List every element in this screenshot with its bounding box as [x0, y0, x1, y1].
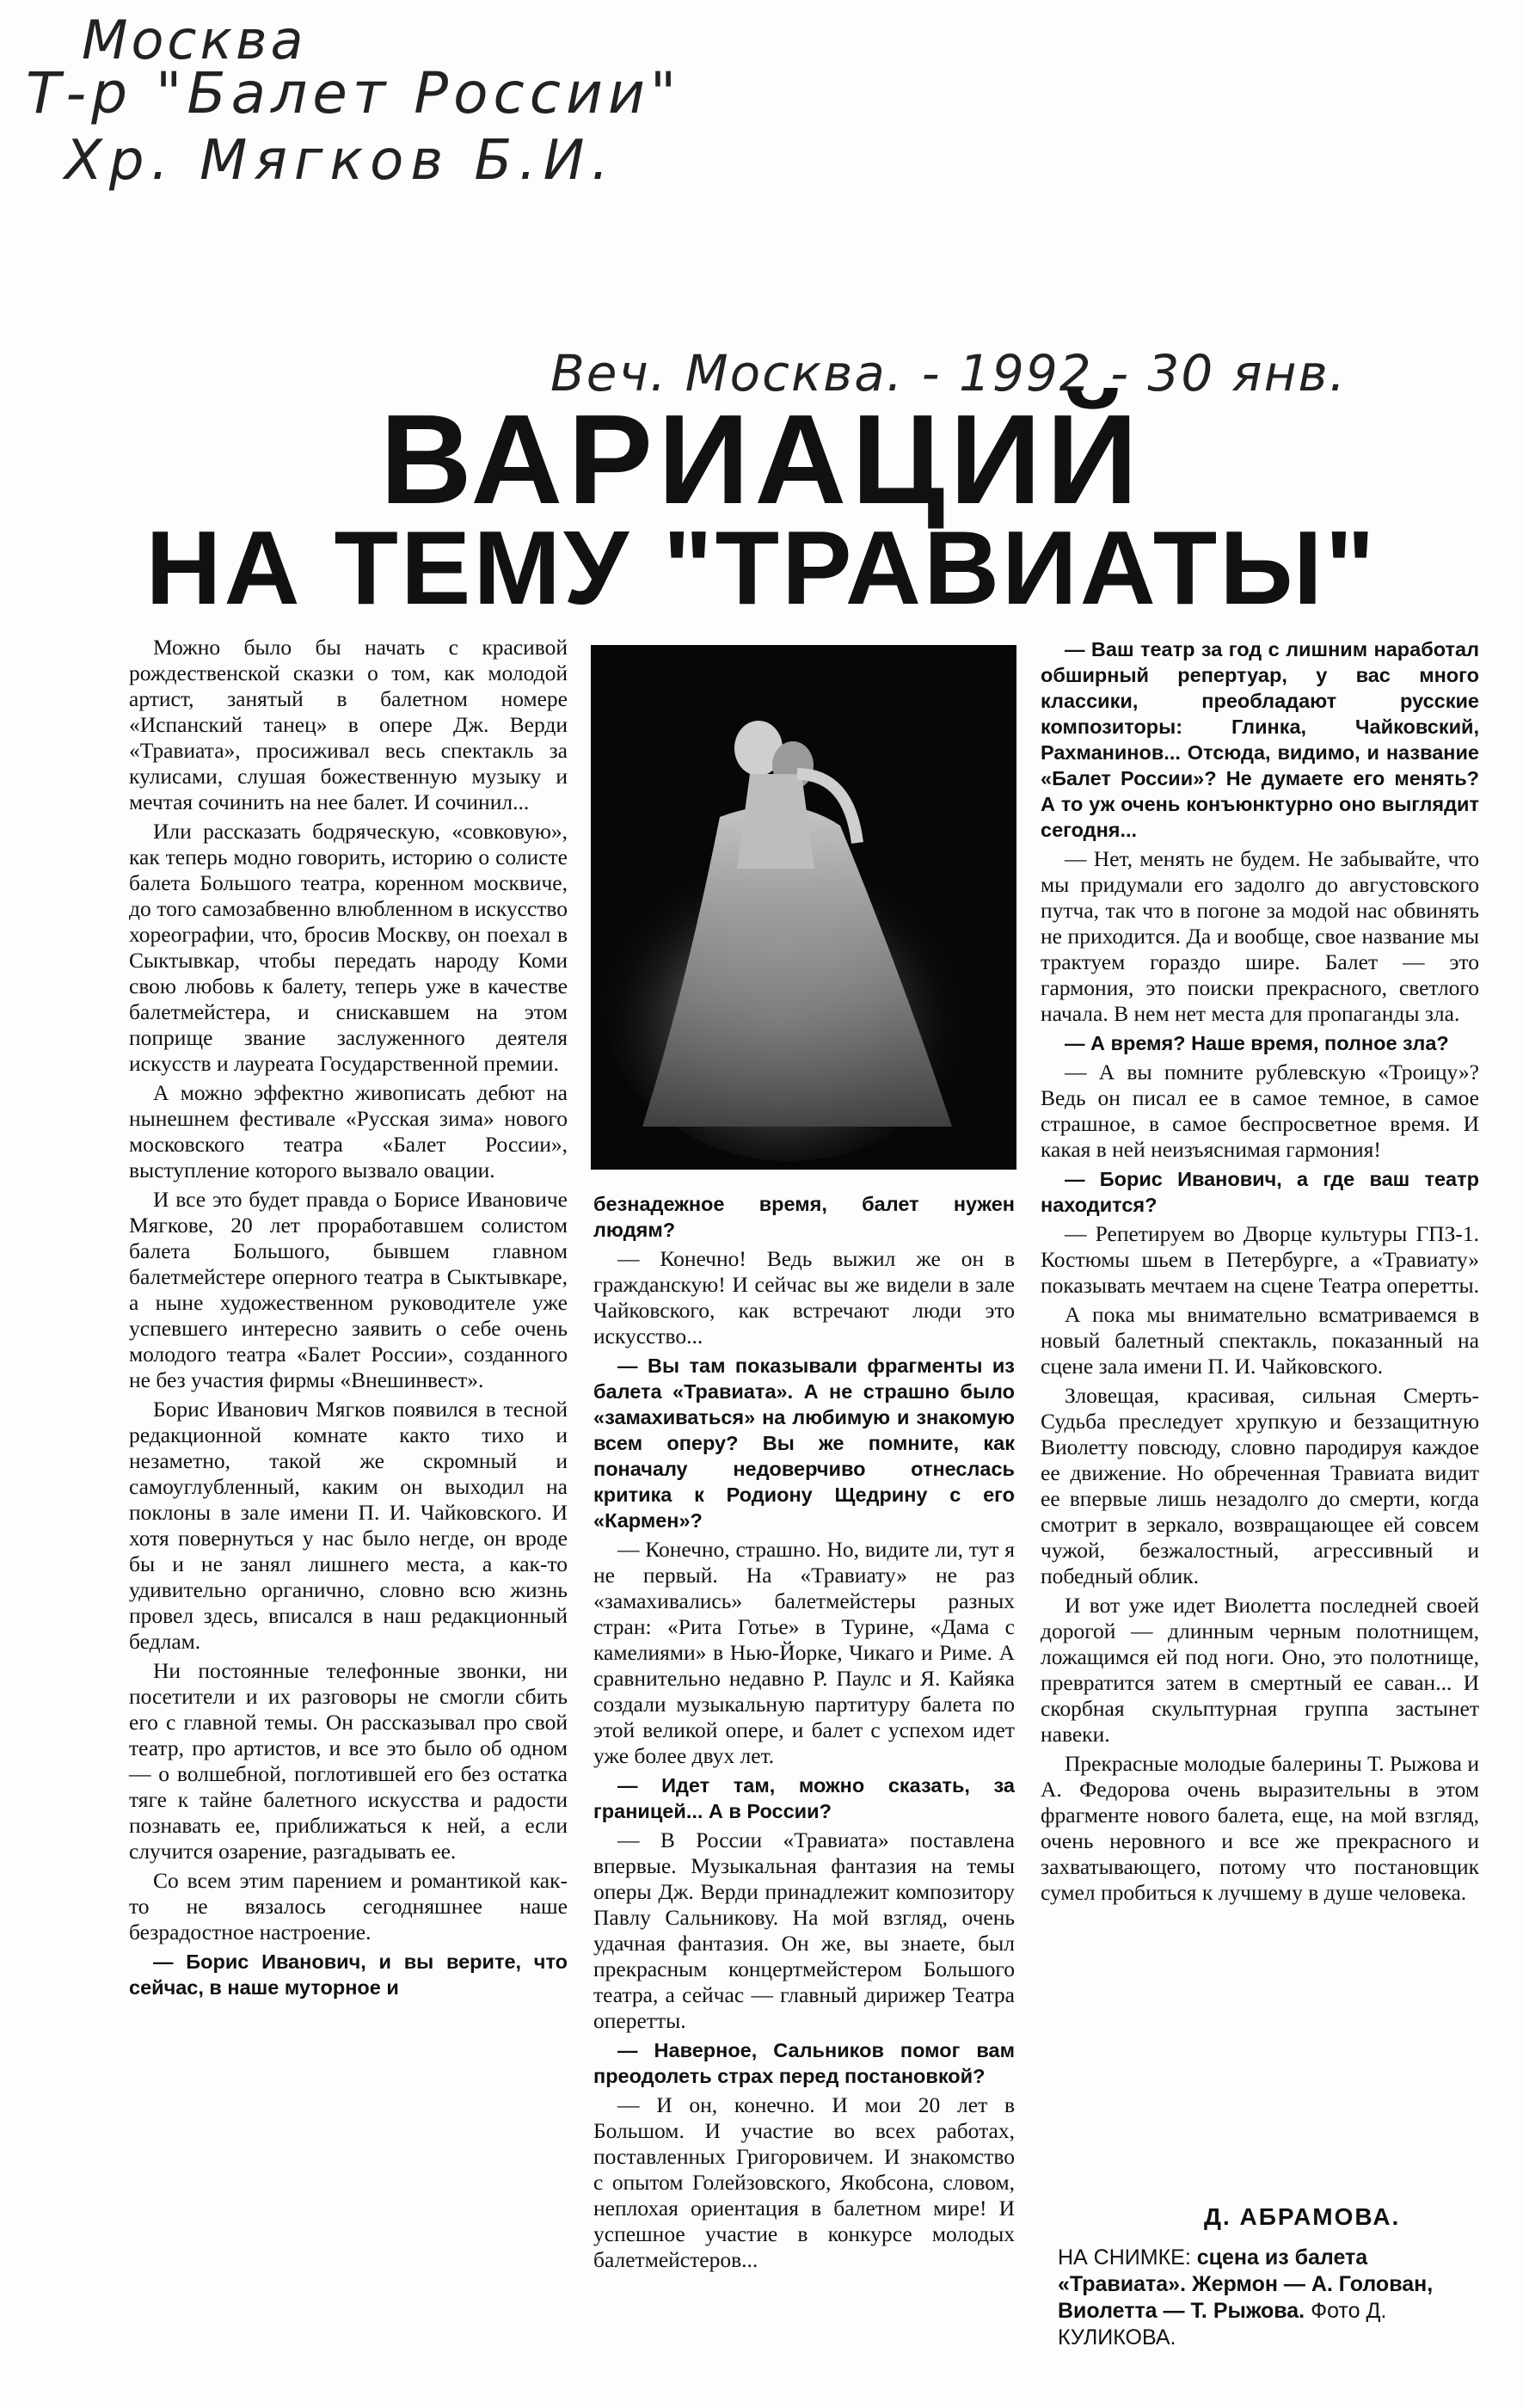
paragraph: Зловещая, красивая, сильная Смерть-Судьба преследует хрупкую и беззащитную Виолетту повсюду, словно пародируя каждое ее движение. Но обреченная Травиата видит ее впервые лишь незадолго до смерти, когда смотрит в зеркало, возвращающее ей совсем чужой, безжалостный, агрессивный и победный облик. [1041, 1383, 1479, 1588]
ballet-scene-photo [591, 645, 1016, 1170]
paragraph: — И он, конечно. И мои 20 лет в Большом. И участие во всех работах, поставленных Григоровичем. И знакомство с опытом Голейзовского, Якобсона, словом, неплохая ориентация в балетном мире! И успешное участие в конкурсе молодых балетмейстеров... [593, 2092, 1015, 2272]
handwritten-theatre-note: Т-р "Балет России" [26, 60, 682, 126]
article-column-1 [129, 635, 568, 2004]
caption-lead: НА СНИМКЕ: [1058, 2245, 1191, 2270]
handwritten-choreographer-note: Хр. Мягков Б.И. [64, 129, 616, 193]
photo-caption [1058, 2245, 1496, 2351]
paragraph: — Конечно, страшно. Но, видите ли, тут я не первый. На «Травиату» не раз «замахивались» балетмейстеры разных стран: «Рита Готье» в Турине, «Дама с камелиями» в Нью-Йорке, Чикаго и Риме. А сравнительно недавно Р. Паулс и Я. Кайяка создали музыкальную партитуру балета по этой великой опере, и балет с успехом идет уже более двух лет. [593, 1537, 1015, 1768]
paragraph: Со всем этим парением и романтикой как-то не вязалось сегодняшнее наше безрадостное настроение. [129, 1868, 568, 1944]
photo-credit: Фото Д. КУЛИКОВА. [1058, 2299, 1387, 2350]
interview-question: — Борис Иванович, и вы верите, что сейчас, в наше муторное и [129, 1950, 568, 1999]
interview-question: — Вы там показывали фрагменты из балета «Травиата». А не страшно было «замахиваться» на любимую и знакомую всем оперу? Вы же помните, как поначалу недоверчиво отнеслась критика к Родиону Щедрину с его «Кармен»? [593, 1354, 1015, 1532]
interview-question: — Борис Иванович, а где ваш театр находится? [1041, 1168, 1479, 1216]
interview-question: — Идет там, можно сказать, за границей... А в России? [593, 1774, 1015, 1822]
ballet-dancers-image [591, 645, 1016, 1170]
paragraph: И все это будет правда о Борисе Ивановиче Мягкове, 20 лет проработавшем солистом балета Большого, бывшем главном балетмейстере оперного театра в Сыктывкаре, а ныне художественном руководителе уже успевшего интересно заявить о себе очень молодого театра «Балет России», созданного не без участия фирмы «Внешинвест». [129, 1187, 568, 1392]
paragraph: А можно эффектно живописать дебют на нынешнем фестивале «Русская зима» нового московского театра «Балет России», выступление которого вызвало овации. [129, 1080, 568, 1182]
paragraph: Прекрасные молодые балерины Т. Рыжова и А. Федорова очень выразительны в этом фрагменте нового балета, еще, на мой взгляд, очень неровного и все же прекрасного и захватывающего, потому что постановщик сумел пробиться к лучшему в душе человека. [1041, 1751, 1479, 1905]
article-column-3 [1041, 636, 1479, 1909]
paragraph: — А вы помните рублевскую «Троицу»? Ведь он писал ее в самое темное, в самое страшное, в самое беспросветное время. И какая в ней неизъяснимая гармония! [1041, 1060, 1479, 1162]
author-signature: Д. АБРАМОВА. [1204, 2203, 1401, 2230]
article-column-2 [593, 1191, 1015, 2276]
interview-question: безнадежное время, балет нужен людям? [593, 1193, 1015, 1241]
paragraph: — Репетируем во Дворце культуры ГПЗ-1. Костюмы шьем в Петербурге, а «Травиату» показывать мечтаем на сцене Театра оперетты. [1041, 1221, 1480, 1298]
paragraph: — В России «Травиата» поставлена впервые. Музыкальная фантазия на темы оперы Дж. Верди принадлежит композитору Павлу Сальникову. На мой взгляд, очень удачная фантазия. Он же, вы знаете, был прекрасным концертмейстером Большого театра, а сейчас — главный дирижер Театра оперетты. [593, 1828, 1015, 2033]
interview-question: — А время? Наше время, полное зла? [1065, 1032, 1449, 1054]
paragraph: И вот уже идет Виолетта последней своей дорогой — длинным черным полотнищем, ложащимся ей под ноги. Оно, это полотнище, превратится затем в смертный ее саван... И скорбная скульптурная группа застынет навеки. [1041, 1593, 1479, 1747]
paragraph: Можно было бы начать с красивой рождественской сказки о том, как молодой артист, занятый в балетном номере «Испанский танец» в опере Дж. Верди «Травиата», просиживал весь спектакль за кулисами, слушая божественную музыку и мечтая сочинить на нее балет. И сочинил... [129, 635, 568, 814]
interview-question: — Наверное, Сальников помог вам преодолеть страх перед постановкой? [593, 2039, 1015, 2087]
headline-line-2: НА ТЕМУ "ТРАВИАТЫ" [145, 509, 1378, 626]
paragraph: — Нет, менять не будем. Не забывайте, что мы придумали его задолго до августовского путча, так что в погоне за модой нас обвинять не приходится. Да и вообще, свое название мы трактуем гораздо шире. Балет — это гармония, это поиски прекрасного, светлого начала. В нем нет места для пропаганды зла. [1041, 846, 1479, 1026]
handwritten-city-note: Москва [82, 9, 307, 71]
paragraph: Борис Иванович Мягков появился в тесной редакционной комнате както тихо и незаметно, такой же скромный и самоуглубленный, каким он выходил на поклоны в зале имени П. И. Чайковского. И хотя повернуться у нас было негде, он вроде бы и не занял лишнего места, а как-то удивительно органично, словно всю жизнь провел здесь, вписался в наш редакционный бедлам. [129, 1397, 568, 1654]
paragraph: — Конечно! Ведь выжил же он в гражданскую! И сейчас вы же видели в зале Чайковского, как встречают люди это искусство... [593, 1246, 1015, 1348]
paragraph: А пока мы внимательно всматриваемся в новый балетный спектакль, показанный на сцене зала имени П. И. Чайковского. [1041, 1302, 1479, 1379]
paragraph: Ни постоянные телефонные звонки, ни посетители и их разговоры не смогли сбить его с главной темы. Он рассказывал про свой театр, про артистов, и все это было об одном — о волшебной, поглотившей его без остатка тяге к тайне балетного искусства и радости познавать ее, приближаться к ней, а если случится озарение, разгадывать ее. [129, 1658, 568, 1864]
caption-text: сцена из балета «Травиата». Жермон — А. Голован, Виолетта — Т. Рыжова. [1058, 2245, 1434, 2323]
paragraph: Или рассказать бодряческую, «совковую», как теперь модно говорить, историю о солисте балета Большого театра, коренном москвиче, до того самозабвенно влюбленном в искусство хореографии, что, бросив Москву, он поехал в Сыктывкар, чтобы передать народу Коми свою любовь к балету, теперь уже в качестве балетмейстера, и снискавшем на этом поприще звание заслуженного деятеля искусств и лауреата Государственной премии. [129, 819, 568, 1076]
headline-line-1: ВАРИАЦИЙ [379, 389, 1144, 531]
handwritten-source-note: Веч. Москва. - 1992 - 30 янв. [550, 344, 1348, 402]
interview-question: — Ваш театр за год с лишним наработал обширный репертуар, у вас много классики, преобладают русские композиторы: Глинка, Чайковский, Рахманинов... Отсюда, видимо, и название «Балет России»? Не думаете его менять? А то уж очень конъюнктурно оно выглядит сегодня... [1041, 638, 1479, 841]
